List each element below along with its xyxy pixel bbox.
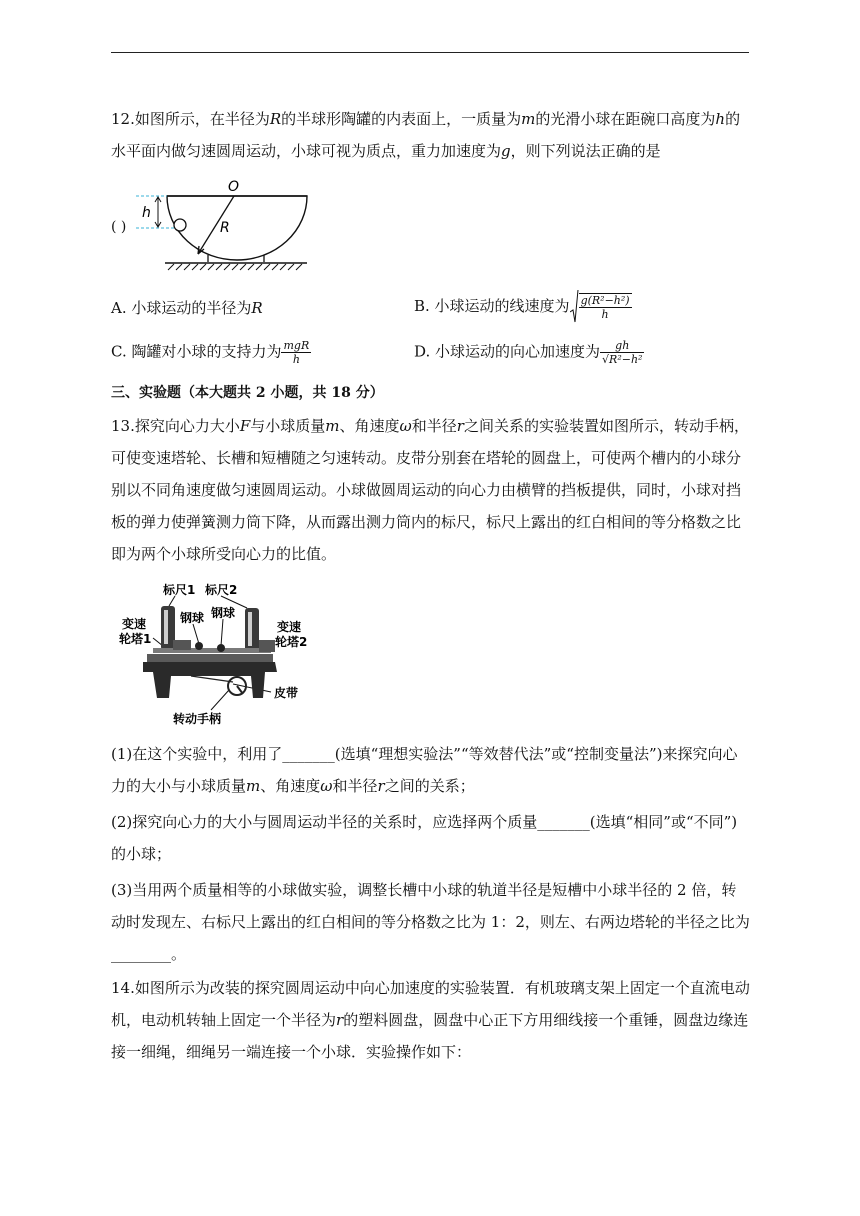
ruler1-label: 标尺1	[163, 583, 196, 597]
option-d: D. 小球运动的向心加速度为 $\frac{gh}{\text{√R²−h²}}$	[414, 339, 643, 366]
tower1-label-a: 变速	[122, 617, 147, 631]
question-13-part-3: (3)当用两个质量相等的小球做实验，调整长槽中小球的轨道半径是短槽中小球半径的 2 倍，转动时发现左、右标尺上露出的红白相间的等分格数之比为 1：2，则左、右两边塔轮的半径之比为________。	[111, 881, 750, 963]
answer-paren: ( )	[111, 219, 127, 235]
sqrt-symbol: $\frac{\text{g(R²−h²)}}{h}$	[570, 290, 632, 324]
tower2-label-b: 轮塔2	[275, 635, 308, 649]
h-label: h	[142, 205, 151, 221]
radius-R-label: R	[220, 220, 230, 236]
ball1-label: 钢球	[180, 611, 205, 625]
ball	[174, 219, 186, 231]
handle-label: 转动手柄	[173, 712, 222, 726]
option-c: C. 陶罐对小球的支持力为 $\frac{\text{mgR}}{h}$	[111, 339, 310, 366]
ruler2-label: 标尺2	[205, 583, 238, 597]
apparatus-figure	[113, 580, 313, 728]
belt-label: 皮带	[274, 686, 299, 700]
option-b: B. 小球运动的线速度为 $\frac{\text{g(R²−h²)}}{h}$	[414, 290, 632, 324]
question-13-stem: 13.探究向心力大小F与小球质量m、角速度ω和半径r之间关系的实验装置如图所示，转动手柄，可使变速塔轮、长槽和短槽随之匀速转动。皮带分别套在塔轮的圆盘上，可使两个槽内的小球分别以不同角速度做匀速圆周运动。小球做圆周运动的向心力由横臂的挡板提供，同时，小球对挡板的弹力使弹簧测力筒下降，从而露出测力筒内的标尺，标尺上露出的红白相间的等分格数之比即为两个小球所受向心力的比值。	[111, 417, 749, 563]
section-heading: 三、实验题（本大题共 2 小题，共 18 分）	[111, 385, 384, 401]
apparatus-base	[143, 662, 277, 698]
header-rule	[111, 52, 749, 53]
question-12-stem: 12.如图所示，在半径为R的半球形陶罐的内表面上，一质量为m的光滑小球在距碗口高度为h的水平面内做匀速圆周运动，小球可视为质点，重力加速度为g，则下列说法正确的是	[111, 110, 741, 160]
bowl-outline	[167, 196, 307, 260]
question-14-stem: 14.如图所示为改装的探究圆周运动中向心加速度的实验装置．有机玻璃支架上固定一个直流电动机，电动机转轴上固定一个半径为r的塑料圆盘，圆盘中心正下方用细线接一个重锤，圆盘边缘连接一细绳，细绳另一端连接一个小球．实验操作如下：	[111, 979, 750, 1061]
ball2-label: 钢球	[211, 606, 236, 620]
center-O-label: O	[228, 179, 240, 195]
option-a: A. 小球运动的半径为R	[111, 299, 263, 317]
tower1-label-b: 轮塔1	[119, 632, 152, 646]
question-13-part-1: (1)在这个实验中，利用了_______(选填“理想实验法”“等效替代法”或“控制变量法”)来探究向心力的大小与小球质量m、角速度ω和半径r之间的关系；	[111, 745, 738, 795]
tower2-label-a: 变速	[277, 620, 302, 634]
bowl-figure	[130, 178, 320, 276]
question-13-part-2: (2)探究向心力的大小与圆周运动半径的关系时，应选择两个质量_______(选填“相同”或“不同”)的小球；	[111, 813, 738, 863]
